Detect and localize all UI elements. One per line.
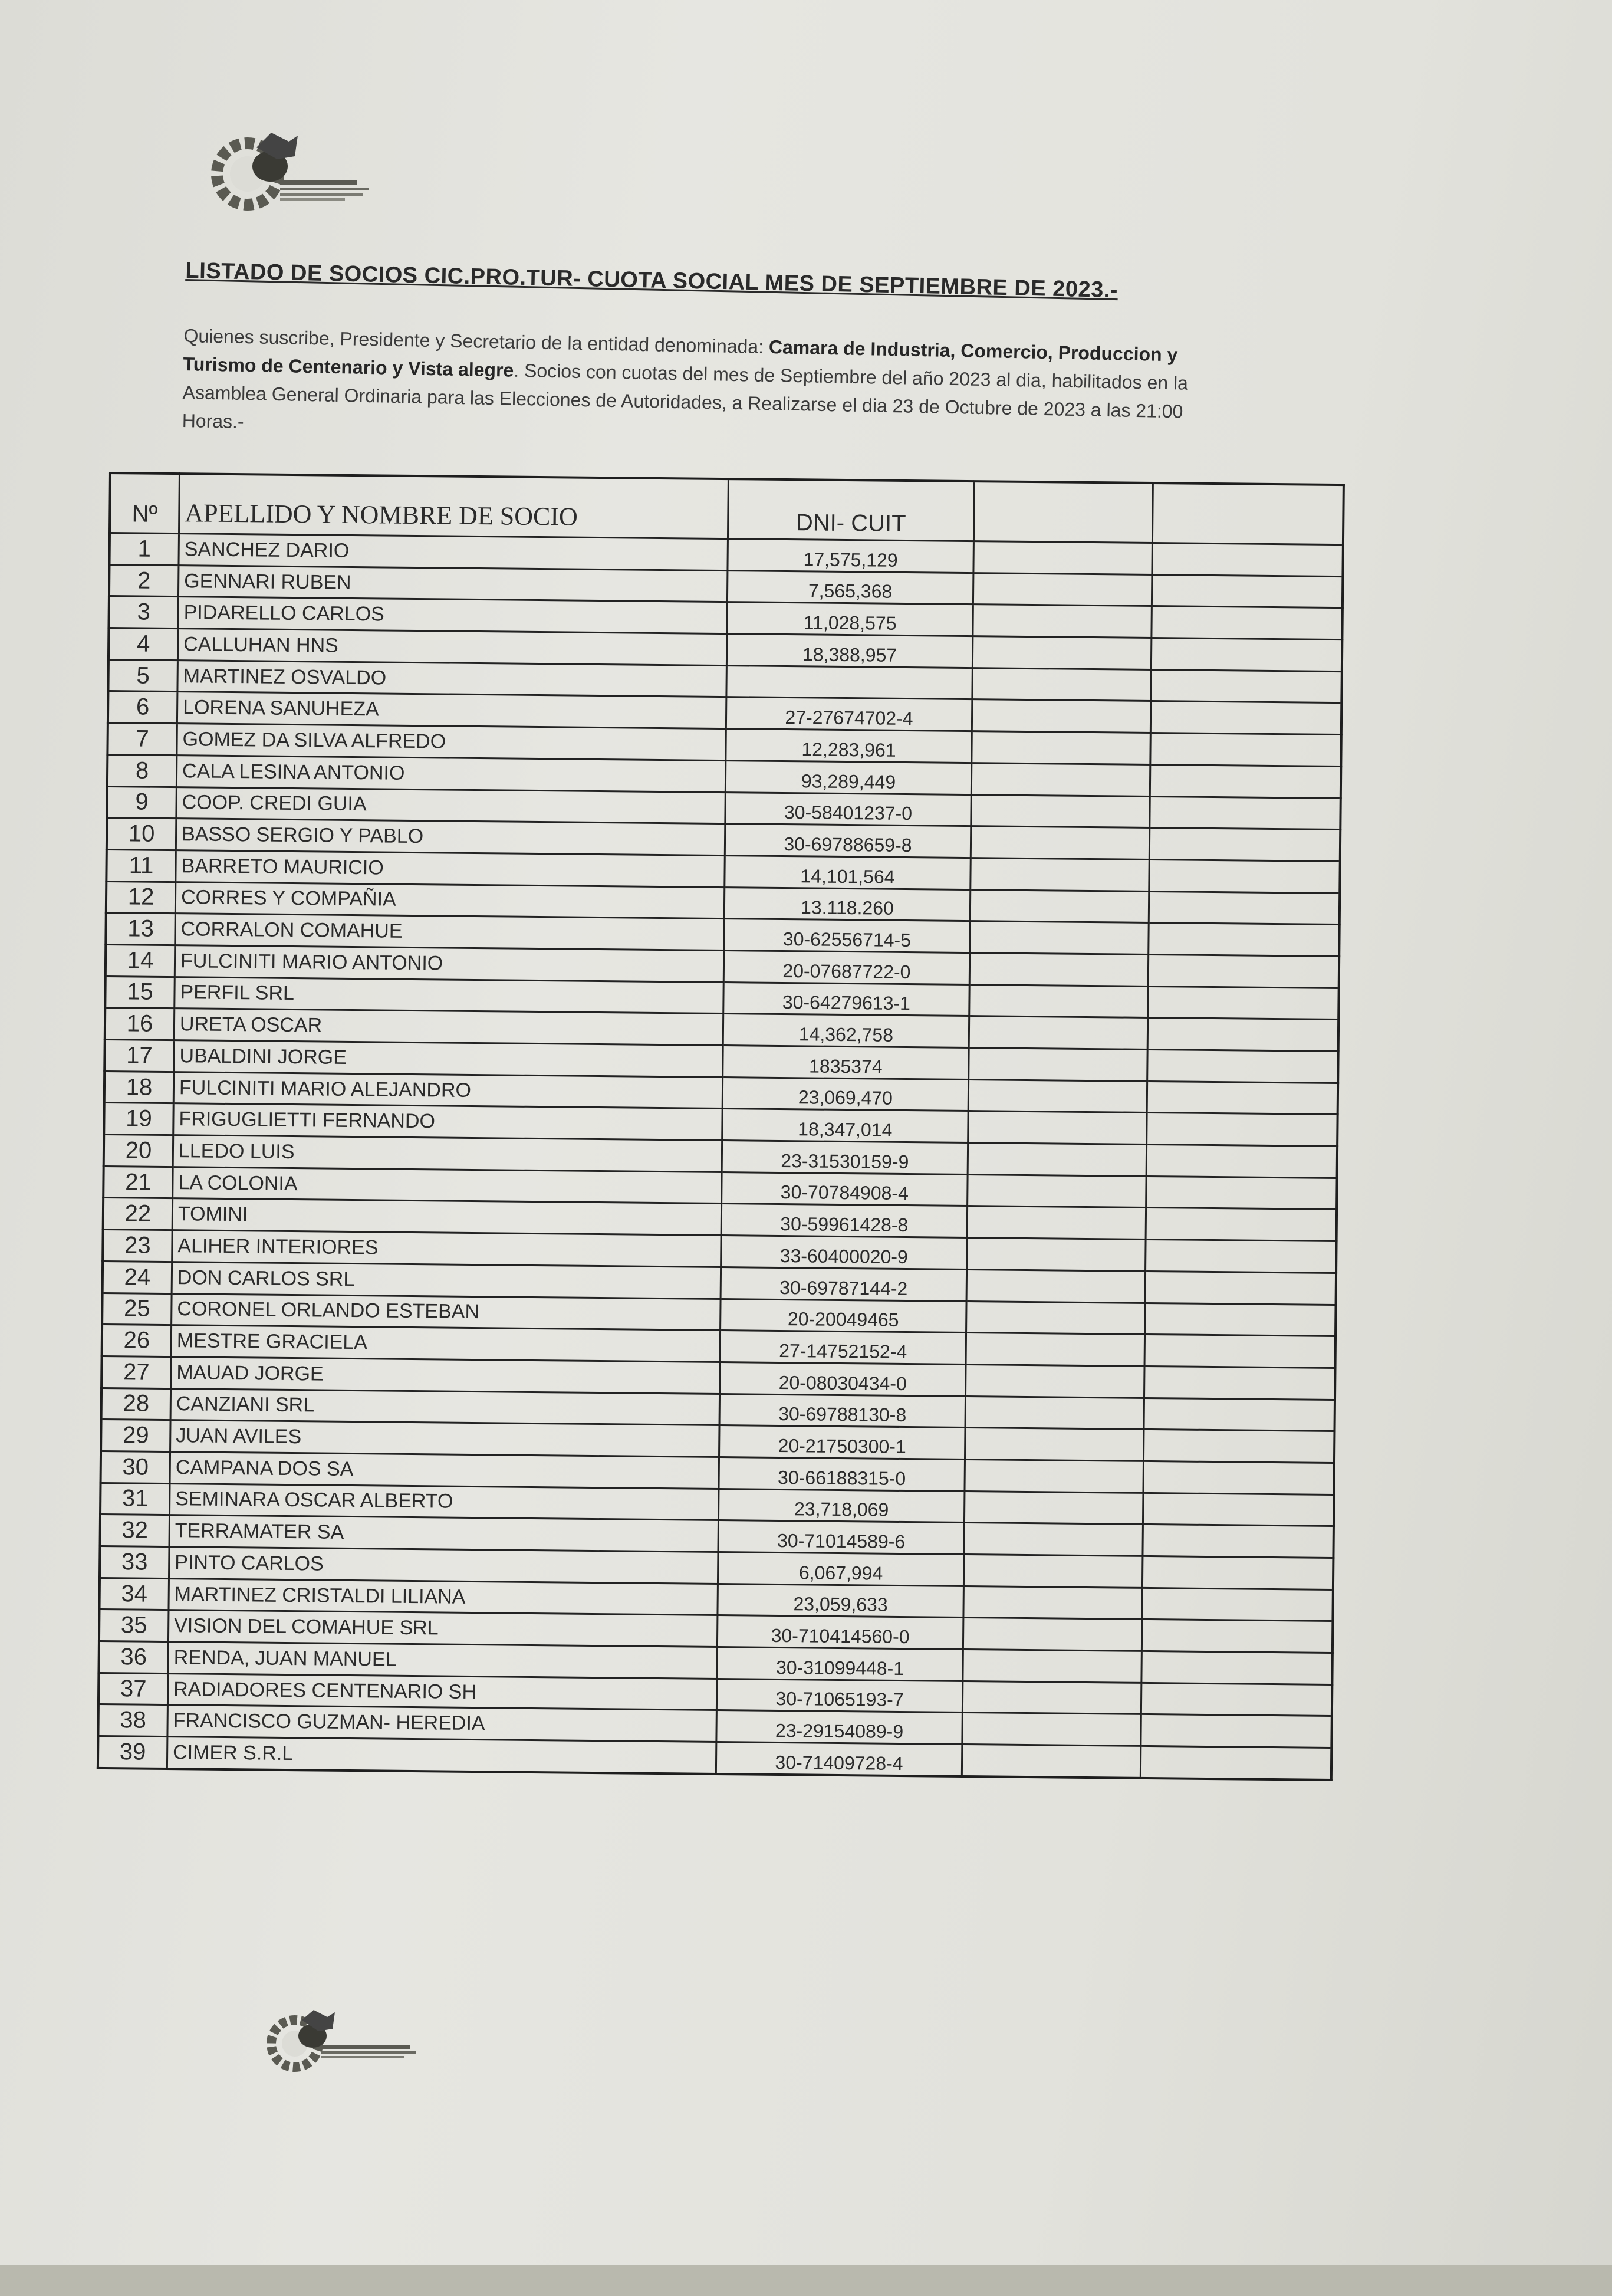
empty-cell-1 xyxy=(973,605,1152,638)
row-number: 9 xyxy=(107,786,176,819)
row-number: 16 xyxy=(105,1008,175,1040)
row-number: 14 xyxy=(106,944,175,977)
member-name: CIMER S.R.L xyxy=(167,1737,716,1774)
member-name: PIDARELLO CARLOS xyxy=(178,597,727,634)
member-name: FRANCISCO GUZMAN- HEREDIA xyxy=(167,1705,716,1742)
row-number: 22 xyxy=(103,1198,173,1230)
empty-cell-2 xyxy=(1148,986,1339,1020)
member-name: GENNARI RUBEN xyxy=(178,565,727,602)
member-name: COOP. CREDI GUIA xyxy=(176,787,725,824)
member-dni-cuit: 18,347,014 xyxy=(722,1109,968,1143)
intro-paragraph xyxy=(182,321,1239,455)
row-number: 1 xyxy=(109,533,179,566)
row-number: 13 xyxy=(106,913,175,945)
empty-cell-2 xyxy=(1151,638,1342,672)
chamber-logo-footer xyxy=(254,2005,436,2082)
member-dni-cuit: 6,067,994 xyxy=(718,1552,963,1586)
empty-cell-2 xyxy=(1144,1398,1335,1431)
members-table-container xyxy=(97,472,1345,1781)
empty-cell-1 xyxy=(968,1143,1147,1177)
member-dni-cuit: 11,028,575 xyxy=(727,602,973,636)
member-dni-cuit: 33-60400020-9 xyxy=(721,1236,967,1270)
members-table xyxy=(97,472,1345,1781)
member-name: PERFIL SRL xyxy=(175,977,723,1014)
empty-cell-1 xyxy=(966,1333,1145,1367)
member-dni-cuit: 20-20049465 xyxy=(721,1299,966,1333)
empty-cell-2 xyxy=(1147,1018,1338,1052)
member-name: GOMEZ DA SILVA ALFREDO xyxy=(177,724,726,761)
header-dni: DNI- CUIT xyxy=(728,479,974,541)
empty-cell-2 xyxy=(1143,1430,1334,1463)
member-name: SEMINARA OSCAR ALBERTO xyxy=(170,1483,719,1520)
member-name: CANZIANI SRL xyxy=(170,1388,719,1425)
member-name: RADIADORES CENTENARIO SH xyxy=(167,1673,716,1710)
member-dni-cuit: 23-29154089-9 xyxy=(716,1710,962,1745)
member-name: FRIGUGLIETTI FERNANDO xyxy=(173,1103,722,1141)
member-name: BARRETO MAURICIO xyxy=(176,850,725,887)
member-dni-cuit: 12,283,961 xyxy=(726,729,972,763)
row-number: 3 xyxy=(108,596,178,629)
empty-cell-2 xyxy=(1141,1620,1333,1653)
member-dni-cuit: 30-58401237-0 xyxy=(725,792,971,826)
row-number: 5 xyxy=(108,659,177,692)
member-dni-cuit: 23,718,069 xyxy=(718,1489,964,1523)
member-name: CALLUHAN HNS xyxy=(177,629,726,666)
member-dni-cuit: 30-66188315-0 xyxy=(719,1457,965,1491)
member-name: SANCHEZ DARIO xyxy=(179,534,728,571)
empty-cell-1 xyxy=(965,1396,1144,1430)
empty-cell-2 xyxy=(1150,701,1341,735)
member-dni-cuit: 7,565,368 xyxy=(727,570,973,605)
empty-cell-1 xyxy=(969,952,1149,986)
member-name: CORRES Y COMPAÑIA xyxy=(175,882,724,919)
empty-cell-2 xyxy=(1143,1461,1334,1494)
empty-cell-2 xyxy=(1144,1335,1335,1368)
empty-cell-2 xyxy=(1144,1366,1335,1400)
empty-cell-2 xyxy=(1150,733,1341,767)
member-name: TOMINI xyxy=(172,1198,721,1236)
member-name: LLEDO LUIS xyxy=(173,1135,722,1172)
empty-cell-1 xyxy=(972,668,1152,701)
header-name: APELLIDO Y NOMBRE DE SOCIO xyxy=(179,474,729,538)
empty-cell-1 xyxy=(969,1016,1148,1050)
member-name: FULCINITI MARIO ANTONIO xyxy=(175,945,723,983)
row-number: 17 xyxy=(104,1039,174,1072)
member-name: JUAN AVILES xyxy=(170,1420,719,1457)
row-number: 8 xyxy=(107,754,177,787)
empty-cell-2 xyxy=(1142,1588,1333,1621)
empty-cell-2 xyxy=(1146,1208,1337,1241)
row-number: 11 xyxy=(106,849,176,882)
row-number: 31 xyxy=(100,1483,170,1515)
row-number: 26 xyxy=(102,1325,172,1357)
member-dni-cuit: 30-69787144-2 xyxy=(721,1267,966,1301)
empty-cell-1 xyxy=(970,921,1149,955)
row-number: 24 xyxy=(103,1261,172,1293)
member-dni-cuit: 14,362,758 xyxy=(723,1014,969,1048)
row-number: 15 xyxy=(105,976,175,1009)
empty-cell-1 xyxy=(970,889,1149,923)
intro-text-start: Quienes suscribe, Presidente y Secretario de la entidad denominada: xyxy=(183,324,769,358)
empty-cell-1 xyxy=(973,541,1153,575)
header-empty-2 xyxy=(1152,483,1343,545)
empty-cell-1 xyxy=(966,1364,1145,1398)
member-dni-cuit: 23,069,470 xyxy=(722,1077,968,1111)
row-number: 4 xyxy=(108,628,178,661)
row-number: 37 xyxy=(98,1673,168,1705)
intro-text-end: . Socios con cuotas del mes de Septiembre del año 2023 al dia, habilitados en la Asamblea General Ordinaria para las Elecciones de Autoridades, a Realizarse el dia 23 de Octubre de 2023 a las 21:00 Horas.- xyxy=(182,359,1189,432)
member-dni-cuit: 30-70784908-4 xyxy=(722,1172,968,1206)
member-dni-cuit: 93,289,449 xyxy=(725,760,971,794)
member-dni-cuit: 18,388,957 xyxy=(726,634,972,668)
row-number: 21 xyxy=(103,1166,173,1198)
empty-cell-1 xyxy=(971,858,1150,891)
member-dni-cuit: 20-07687722-0 xyxy=(723,950,969,984)
member-name: VISION DEL COMAHUE SRL xyxy=(168,1610,717,1647)
row-number: 19 xyxy=(104,1103,173,1135)
row-number: 38 xyxy=(98,1704,167,1737)
empty-cell-2 xyxy=(1145,1271,1336,1305)
member-dni-cuit: 23-31530159-9 xyxy=(722,1141,968,1175)
empty-cell-2 xyxy=(1150,764,1341,798)
empty-cell-1 xyxy=(968,1111,1147,1145)
empty-cell-2 xyxy=(1149,891,1340,925)
member-dni-cuit: 30-31099448-1 xyxy=(717,1647,963,1681)
member-name: DON CARLOS SRL xyxy=(172,1262,721,1299)
member-dni-cuit: 30-62556714-5 xyxy=(724,919,970,953)
empty-cell-1 xyxy=(964,1491,1143,1525)
empty-cell-2 xyxy=(1143,1493,1334,1526)
chamber-logo xyxy=(200,124,383,236)
empty-cell-2 xyxy=(1146,1145,1337,1178)
row-number: 29 xyxy=(101,1420,170,1452)
empty-cell-2 xyxy=(1149,828,1340,862)
empty-cell-1 xyxy=(971,826,1150,860)
empty-cell-1 xyxy=(963,1586,1143,1620)
member-dni-cuit: 30-59961428-8 xyxy=(721,1204,967,1238)
member-dni-cuit: 27-14752152-4 xyxy=(720,1331,966,1365)
row-number: 39 xyxy=(98,1736,167,1769)
member-dni-cuit: 20-08030434-0 xyxy=(720,1362,966,1396)
empty-cell-2 xyxy=(1146,1240,1337,1273)
empty-cell-1 xyxy=(969,1048,1148,1082)
empty-cell-1 xyxy=(963,1618,1142,1651)
empty-cell-2 xyxy=(1148,954,1339,988)
empty-cell-2 xyxy=(1141,1714,1332,1748)
member-dni-cuit: 30-71065193-7 xyxy=(716,1679,962,1713)
empty-cell-1 xyxy=(971,763,1150,796)
page-title: LISTADO DE SOCIOS CIC.PRO.TUR- CUOTA SOCIAL MES DE SEPTIEMBRE DE 2023.- xyxy=(185,258,1118,303)
empty-cell-2 xyxy=(1152,574,1343,608)
row-number: 32 xyxy=(100,1515,170,1547)
member-name: RENDA, JUAN MANUEL xyxy=(168,1642,717,1679)
row-number: 25 xyxy=(102,1293,172,1325)
empty-cell-2 xyxy=(1149,859,1340,893)
member-dni-cuit xyxy=(726,665,972,699)
member-name: ALIHER INTERIORES xyxy=(172,1230,721,1267)
row-number: 28 xyxy=(101,1388,171,1420)
empty-cell-1 xyxy=(963,1555,1143,1588)
header-number: Nº xyxy=(110,473,179,534)
row-number: 30 xyxy=(101,1451,170,1483)
member-dni-cuit: 30-710414560-0 xyxy=(717,1615,963,1650)
empty-cell-2 xyxy=(1152,606,1343,640)
empty-cell-1 xyxy=(965,1428,1144,1461)
header-empty-1 xyxy=(973,481,1153,543)
member-name: CORONEL ORLANDO ESTEBAN xyxy=(172,1293,721,1331)
member-dni-cuit: 23,059,633 xyxy=(718,1584,963,1618)
member-dni-cuit: 17,575,129 xyxy=(728,539,973,573)
row-number: 27 xyxy=(101,1356,171,1388)
member-name: UBALDINI JORGE xyxy=(174,1040,723,1078)
empty-cell-2 xyxy=(1147,1081,1338,1115)
empty-cell-1 xyxy=(968,1174,1147,1208)
row-number: 20 xyxy=(104,1135,173,1167)
row-number: 7 xyxy=(107,723,177,756)
row-number: 2 xyxy=(109,564,179,597)
table-body xyxy=(98,533,1343,1780)
member-name: CAMPANA DOS SA xyxy=(170,1452,719,1489)
member-dni-cuit: 13.118.260 xyxy=(724,887,970,921)
empty-cell-1 xyxy=(966,1269,1146,1303)
empty-cell-1 xyxy=(962,1681,1141,1714)
entity-name: Camara de Industria, Comercio, Produccion y Turismo de Centenario y Vista alegre xyxy=(183,336,1178,381)
empty-cell-1 xyxy=(965,1459,1144,1493)
member-name: TERRAMATER SA xyxy=(169,1515,718,1552)
empty-cell-2 xyxy=(1149,923,1340,957)
member-name: MARTINEZ CRISTALDI LILIANA xyxy=(169,1578,718,1615)
empty-cell-2 xyxy=(1151,669,1342,703)
row-number: 18 xyxy=(104,1071,174,1103)
empty-cell-1 xyxy=(962,1713,1141,1746)
empty-cell-2 xyxy=(1141,1651,1333,1684)
row-number: 23 xyxy=(103,1230,172,1262)
member-name: LORENA SANUHEZA xyxy=(177,692,726,729)
empty-cell-2 xyxy=(1142,1556,1333,1589)
empty-cell-1 xyxy=(962,1745,1141,1778)
empty-cell-1 xyxy=(972,699,1151,733)
member-dni-cuit: 30-71409728-4 xyxy=(716,1742,962,1776)
empty-cell-2 xyxy=(1143,1525,1334,1558)
empty-cell-2 xyxy=(1145,1303,1336,1336)
empty-cell-2 xyxy=(1147,1049,1338,1083)
member-name: CALA LESINA ANTONIO xyxy=(176,755,725,792)
empty-cell-1 xyxy=(963,1650,1142,1683)
empty-cell-1 xyxy=(967,1238,1146,1272)
background-edge xyxy=(0,2265,1612,2296)
member-dni-cuit: 1835374 xyxy=(723,1046,969,1080)
member-dni-cuit: 20-21750300-1 xyxy=(719,1425,965,1460)
empty-cell-1 xyxy=(966,1301,1146,1335)
member-name: LA COLONIA xyxy=(173,1167,722,1204)
member-name: PINTO CARLOS xyxy=(169,1547,718,1584)
empty-cell-1 xyxy=(968,1079,1147,1113)
empty-cell-1 xyxy=(972,636,1152,670)
member-name: MARTINEZ OSVALDO xyxy=(177,660,726,697)
member-dni-cuit: 30-69788130-8 xyxy=(719,1394,965,1428)
member-dni-cuit: 30-69788659-8 xyxy=(725,824,971,858)
member-name: MAUAD JORGE xyxy=(171,1356,720,1394)
table-header-row xyxy=(110,473,1344,545)
empty-cell-2 xyxy=(1140,1746,1331,1780)
empty-cell-1 xyxy=(973,573,1152,606)
row-number: 34 xyxy=(99,1578,169,1610)
empty-cell-2 xyxy=(1152,543,1343,576)
empty-cell-2 xyxy=(1150,796,1341,830)
empty-cell-2 xyxy=(1146,1176,1337,1210)
member-name: CORRALON COMAHUE xyxy=(175,914,724,951)
member-dni-cuit: 30-71014589-6 xyxy=(718,1520,964,1555)
row-number: 36 xyxy=(98,1641,168,1673)
empty-cell-1 xyxy=(964,1523,1143,1556)
row-number: 10 xyxy=(107,818,176,850)
empty-cell-2 xyxy=(1147,1113,1338,1147)
member-name: MESTRE GRACIELA xyxy=(171,1325,720,1362)
member-name: FULCINITI MARIO ALEJANDRO xyxy=(173,1072,722,1109)
member-dni-cuit: 30-64279613-1 xyxy=(723,982,969,1016)
member-dni-cuit: 27-27674702-4 xyxy=(726,697,972,731)
row-number: 35 xyxy=(99,1610,169,1642)
empty-cell-1 xyxy=(971,794,1150,828)
row-number: 6 xyxy=(108,691,177,724)
empty-cell-1 xyxy=(972,731,1151,765)
member-dni-cuit: 14,101,564 xyxy=(725,855,971,889)
member-name: URETA OSCAR xyxy=(174,1009,723,1046)
row-number: 33 xyxy=(100,1546,169,1578)
empty-cell-1 xyxy=(967,1206,1146,1240)
empty-cell-1 xyxy=(969,984,1149,1018)
member-name: BASSO SERGIO Y PABLO xyxy=(176,819,725,856)
row-number: 12 xyxy=(106,881,176,914)
empty-cell-2 xyxy=(1141,1683,1332,1716)
